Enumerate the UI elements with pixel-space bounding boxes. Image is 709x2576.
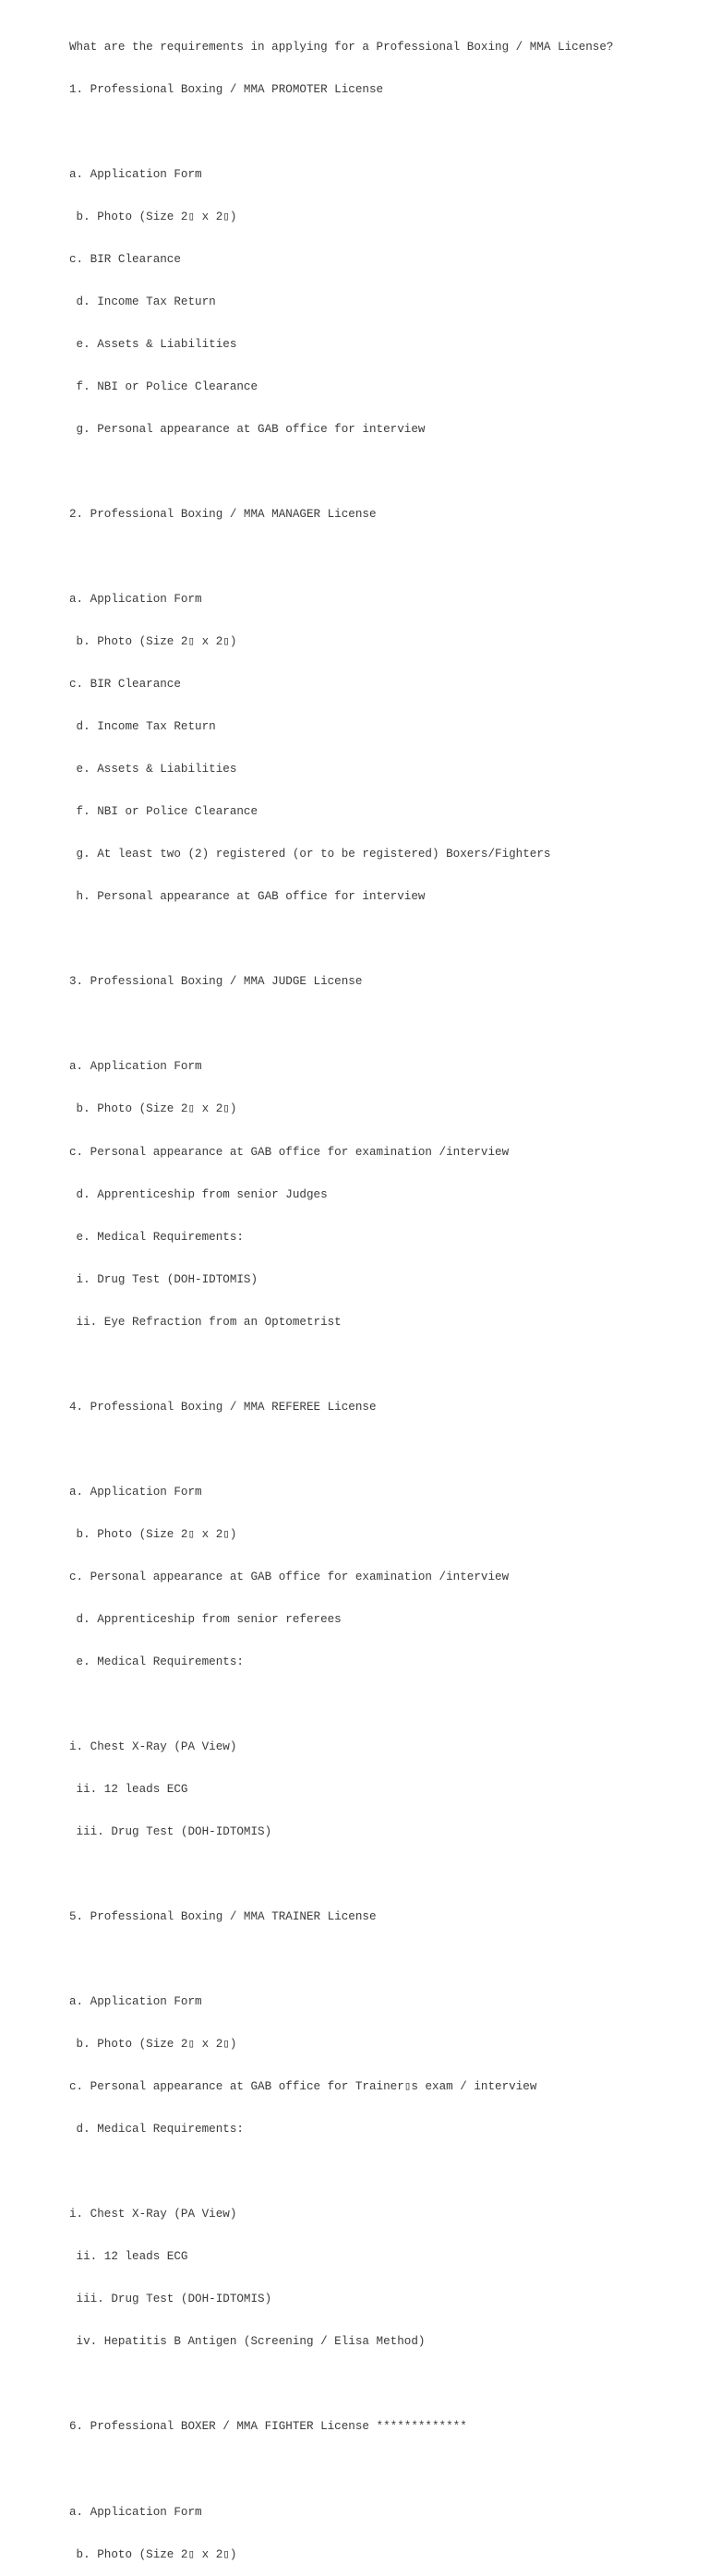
list-item: i. Chest X-Ray (PA View) (69, 1739, 237, 1753)
section-heading-referee: 4. Professional Boxing / MMA REFEREE License (69, 1400, 377, 1414)
list-item: d. Medical Requirements: (69, 2123, 244, 2137)
list-item: b. Photo (Size 2▯ x 2▯) (69, 210, 237, 223)
list-item: d. Income Tax Return (69, 720, 216, 734)
list-item: e. Medical Requirements: (69, 1230, 244, 1244)
blank-line (69, 465, 697, 479)
list-item: f. NBI or Police Clearance (69, 805, 258, 819)
blank-line (69, 1953, 697, 1967)
blank-line (69, 2462, 697, 2476)
list-item: ii. 12 leads ECG (69, 2250, 188, 2264)
section-heading-manager: 2. Professional Boxing / MMA MANAGER License (69, 508, 377, 522)
blank-line (69, 1868, 697, 1882)
document-body (69, 12, 697, 2576)
list-item: iii. Drug Test (DOH-IDTOMIS) (69, 2293, 272, 2306)
list-item: b. Photo (Size 2▯ x 2▯) (69, 2547, 237, 2561)
list-item: f. NBI or Police Clearance (69, 379, 258, 393)
question-heading: What are the requirements in applying for a Professional Boxing / MMA License? (69, 40, 614, 54)
list-item: a. Application Form (69, 1485, 202, 1499)
blank-line (69, 126, 697, 139)
list-item: a. Application Form (69, 1995, 202, 2009)
list-item: c. BIR Clearance (69, 678, 181, 692)
list-item: a. Application Form (69, 1060, 202, 1074)
list-item: c. Personal appearance at GAB office for examination /interview (69, 1570, 510, 1583)
blank-line (69, 933, 697, 946)
section-heading-judge: 3. Professional Boxing / MMA JUDGE License (69, 975, 363, 989)
list-item: ii. 12 leads ECG (69, 1782, 188, 1796)
list-item: h. Personal appearance at GAB office for interview (69, 890, 426, 904)
list-item: iv. Hepatitis B Antigen (Screening / Elisa Method) (69, 2335, 426, 2349)
section-heading-promoter: 1. Professional Boxing / MMA PROMOTER License (69, 82, 384, 96)
list-item: e. Medical Requirements: (69, 1655, 244, 1668)
blank-line (69, 1443, 697, 1457)
blank-line (69, 2377, 697, 2391)
list-item: b. Photo (Size 2▯ x 2▯) (69, 1102, 237, 1116)
list-item: g. Personal appearance at GAB office for interview (69, 422, 426, 436)
list-item: g. At least two (2) registered (or to be registered) Boxers/Fighters (69, 848, 551, 861)
section-heading-trainer: 5. Professional Boxing / MMA TRAINER License (69, 1910, 377, 1924)
list-item: d. Apprenticeship from senior referees (69, 1612, 342, 1626)
list-item: ii. Eye Refraction from an Optometrist (69, 1315, 342, 1329)
list-item: a. Application Form (69, 2505, 202, 2519)
blank-line (69, 2165, 697, 2179)
list-item: d. Income Tax Return (69, 295, 216, 308)
blank-line (69, 550, 697, 564)
list-item: b. Photo (Size 2▯ x 2▯) (69, 635, 237, 649)
list-item: c. BIR Clearance (69, 252, 181, 266)
list-item: i. Drug Test (DOH-IDTOMIS) (69, 1272, 258, 1286)
blank-line (69, 1698, 697, 1712)
list-item: d. Apprenticeship from senior Judges (69, 1187, 328, 1201)
list-item: c. Personal appearance at GAB office for Trainer▯s exam / interview (69, 2080, 537, 2094)
blank-line (69, 1358, 697, 1372)
blank-line (69, 1017, 697, 1031)
list-item: b. Photo (Size 2▯ x 2▯) (69, 1527, 237, 1541)
list-item: c. Personal appearance at GAB office for examination /interview (69, 1145, 510, 1159)
list-item: a. Application Form (69, 593, 202, 607)
list-item: i. Chest X-Ray (PA View) (69, 2208, 237, 2221)
list-item: b. Photo (Size 2▯ x 2▯) (69, 2038, 237, 2052)
list-item: iii. Drug Test (DOH-IDTOMIS) (69, 1825, 272, 1838)
section-heading-boxer: 6. Professional BOXER / MMA FIGHTER License ************* (69, 2420, 467, 2434)
list-item: e. Assets & Liabilities (69, 763, 237, 776)
list-item: a. Application Form (69, 167, 202, 181)
list-item: e. Assets & Liabilities (69, 337, 237, 351)
